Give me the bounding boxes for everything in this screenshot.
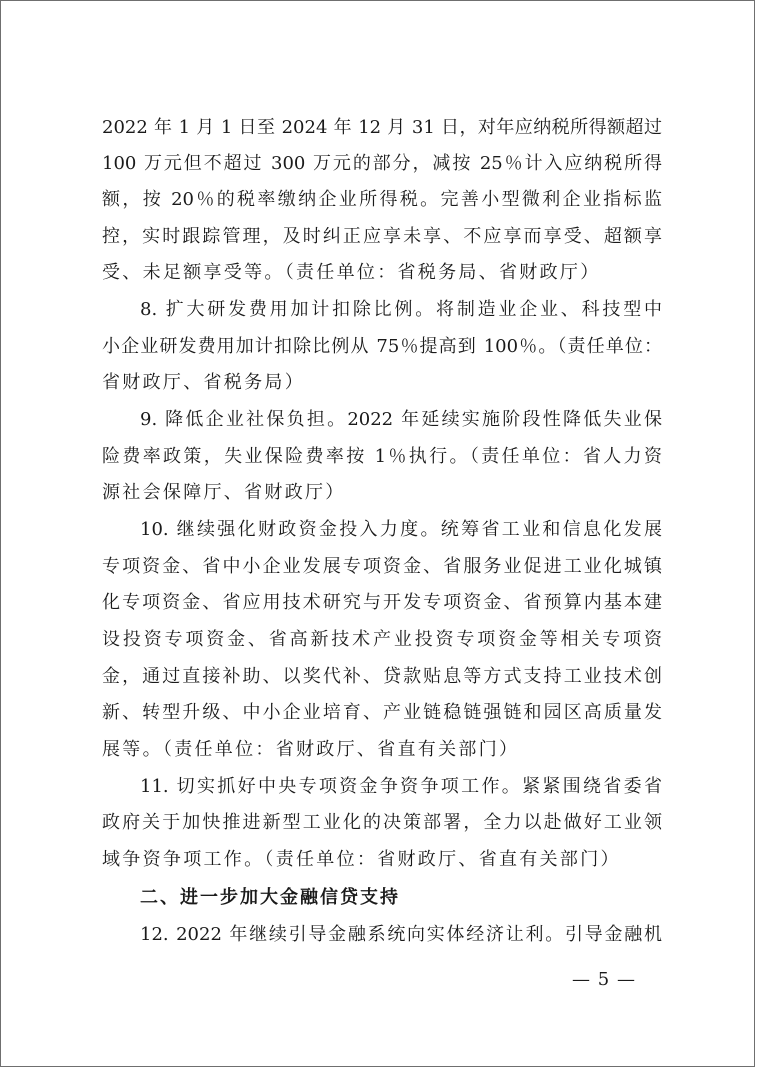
text-line: 金，通过直接补助、以奖代补、贷款贴息等方式支持工业技术创 — [102, 666, 662, 687]
text-line: 受、未足额享受等。（责任单位：省税务局、省财政厅） — [102, 262, 601, 283]
paragraph-heading-8: 8. 扩大研发费用加计扣除比例。将制造业企业、科技型中 — [140, 299, 662, 320]
text-line: 额，按 20％的税率缴纳企业所得税。完善小型微利企业指标监 — [102, 189, 662, 210]
paragraph-heading-12: 12. 2022 年继续引导金融系统向实体经济让利。引导金融机 — [140, 924, 662, 945]
section-heading: 二、进一步加大金融信贷支持 — [140, 887, 400, 908]
text-line: 源社会保障厅、省财政厅） — [102, 482, 346, 503]
text-line: 政府关于加快推进新型工业化的决策部署，全力以赴做好工业领 — [102, 812, 662, 833]
text-line: 2022 年 1 月 1 日至 2024 年 12 月 31 日，对年应纳税所得额超过 — [102, 117, 662, 138]
text-line: 省财政厅、省税务局） — [102, 372, 305, 393]
text-line: 100 万元但不超过 300 万元的部分，减按 25％计入应纳税所得 — [102, 153, 662, 174]
text-line: 设投资专项资金、省高新技术产业投资专项资金等相关专项资 — [102, 629, 662, 650]
text-line: 展等。（责任单位：省财政厅、省直有关部门） — [102, 739, 520, 760]
text-line: 新、转型升级、中小企业培育、产业链稳链强链和园区高质量发 — [102, 702, 662, 723]
text-line: 化专项资金、省应用技术研究与开发专项资金、省预算内基本建 — [102, 592, 662, 613]
text-line: 小企业研发费用加计扣除比例从 75％提高到 100％。（责任单位： — [102, 336, 662, 357]
page-number: — 5 — — [572, 969, 636, 990]
text-line: 域争资争项工作。（责任单位：省财政厅、省直有关部门） — [102, 849, 621, 870]
paragraph-heading-9: 9. 降低企业社保负担。2022 年延续实施阶段性降低失业保 — [140, 409, 662, 430]
paragraph-heading-10: 10. 继续强化财政资金投入力度。统筹省工业和信息化发展 — [140, 519, 662, 540]
text-line: 险费率政策，失业保险费率按 1％执行。（责任单位：省人力资 — [102, 446, 662, 467]
paragraph-heading-11: 11. 切实抓好中央专项资金争资争项工作。紧紧围绕省委省 — [140, 776, 662, 797]
text-line: 专项资金、省中小企业发展专项资金、省服务业促进工业化城镇 — [102, 556, 662, 577]
text-line: 控，实时跟踪管理，及时纠正应享未享、不应享而享受、超额享 — [102, 226, 662, 247]
